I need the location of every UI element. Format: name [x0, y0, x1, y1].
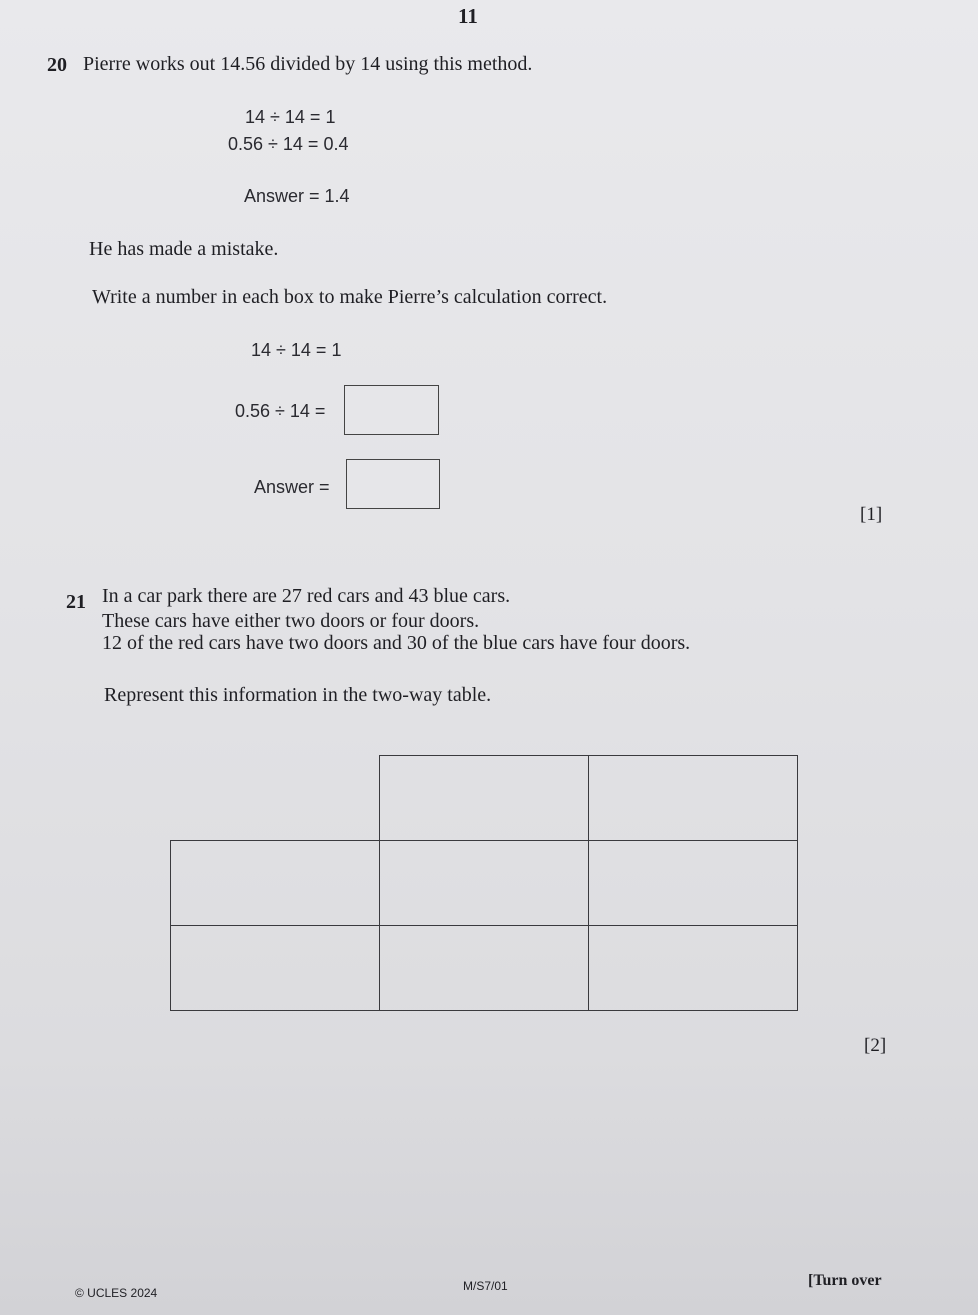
question-20-number: 20 — [47, 54, 67, 76]
page-number: 11 — [458, 4, 478, 28]
question-21-line-3: 12 of the red cars have two doors and 30 of the blue cars have four doors. — [102, 632, 691, 654]
table-corner-cell — [171, 756, 380, 841]
table-cell[interactable] — [171, 926, 380, 1011]
working-line-2: 0.56 ÷ 14 = 0.4 — [228, 134, 349, 154]
answer-box-final[interactable] — [346, 459, 440, 509]
question-20-intro: Pierre works out 14.56 divided by 14 using this method. — [83, 53, 533, 75]
answer-box-division[interactable] — [344, 385, 439, 435]
question-21-line-1: In a car park there are 27 red cars and 43 blue cars. — [102, 585, 511, 607]
question-21-line-2: These cars have either two doors or four doors. — [102, 610, 480, 632]
table-cell[interactable] — [380, 841, 589, 926]
question-20-marks: [1] — [860, 504, 883, 525]
table-cell[interactable] — [380, 926, 589, 1011]
question-21-marks: [2] — [864, 1035, 887, 1056]
working-answer: Answer = 1.4 — [244, 186, 350, 206]
table-row — [171, 926, 798, 1011]
fill-line-1: 14 ÷ 14 = 1 — [251, 340, 342, 360]
table-cell[interactable] — [589, 841, 798, 926]
question-21-number: 21 — [66, 591, 86, 613]
table-cell[interactable] — [171, 841, 380, 926]
table-cell[interactable] — [589, 926, 798, 1011]
fill-line-2-label: 0.56 ÷ 14 = — [235, 401, 326, 421]
turn-over: [Turn over — [808, 1272, 882, 1289]
question-21-instruction: Represent this information in the two-way table. — [104, 684, 492, 706]
paper-code: M/S7/01 — [463, 1279, 508, 1293]
working-line-1: 14 ÷ 14 = 1 — [245, 107, 336, 127]
copyright: © UCLES 2024 — [75, 1286, 158, 1300]
mistake-statement: He has made a mistake. — [89, 238, 279, 260]
table-cell[interactable] — [589, 756, 798, 841]
table-header-row — [171, 756, 798, 841]
table-row — [171, 841, 798, 926]
table-cell[interactable] — [380, 756, 589, 841]
question-20-instruction: Write a number in each box to make Pierre’s calculation correct. — [92, 286, 608, 308]
two-way-table — [170, 755, 798, 1011]
fill-answer-label: Answer = — [254, 477, 330, 497]
